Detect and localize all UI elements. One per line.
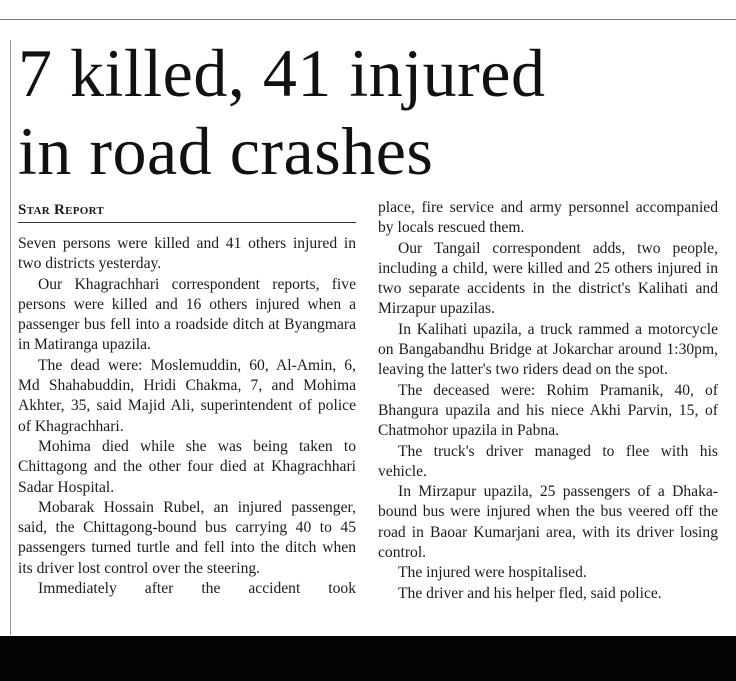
paragraph: The dead were: Moslemuddin, 60, Al-Amin, 6, Md Shahabuddin, Hridi Chakma, 7, and Mohima Akhter, 35, said Majid Ali, superintendent of police of Khagrachhari. xyxy=(18,356,356,435)
paragraph: In Kalihati upazila, a truck rammed a motorcycle on Bangabandhu Bridge at Jokarchar around 1:30pm, leaving the latter's two riders dead on the spot. xyxy=(378,320,718,379)
paragraph: The truck's driver managed to flee with his vehicle. xyxy=(378,442,718,480)
paragraph: The deceased were: Rohim Pramanik, 40, of Bhangura upazila and his niece Akhi Parvin, 15, of Chatmohor upazila in Pabna. xyxy=(378,381,718,440)
headline-line-1: 7 killed, 41 injured xyxy=(18,35,546,111)
top-rule xyxy=(0,19,736,20)
byline-rule xyxy=(18,222,356,223)
paragraph: Mobarak Hossain Rubel, an injured passenger, said, the Chittagong-bound bus carrying 40 to 45 passengers turned turtle and fell into the ditch when its driver lost control over the steering. xyxy=(18,498,356,577)
paragraph: The driver and his helper fled, said police. xyxy=(398,584,662,602)
column-rule xyxy=(10,40,11,635)
paragraph: Seven persons were killed and 41 others injured in two districts yesterday. xyxy=(18,235,356,273)
column-2 xyxy=(378,198,718,604)
bottom-band xyxy=(0,636,736,681)
paragraph: Immediately after the accident took xyxy=(38,580,356,598)
headline-line-2: in road crashes xyxy=(18,113,434,189)
paragraph: place, fire service and army personnel accompanied by locals rescued them. xyxy=(378,199,718,237)
headline xyxy=(18,34,730,190)
paragraph: Our Tangail correspondent adds, two people, including a child, were killed and 25 others injured in two separate accidents in the district's Kalihati and Mirzapur upazilas. xyxy=(378,239,718,318)
paragraph: The injured were hospitalised. xyxy=(398,564,587,582)
paragraph: Mohima died while she was being taken to Chittagong and the other four died at Khagrachhari Sadar Hospital. xyxy=(18,437,356,496)
paragraph: Our Khagrachhari correspondent reports, five persons were killed and 16 others injured when a passenger bus fell into a roadside ditch at Byangmara in Matiranga upazila. xyxy=(18,275,356,354)
byline: Star Report xyxy=(18,202,105,218)
column-1 xyxy=(18,234,356,599)
paragraph: In Mirzapur upazila, 25 passengers of a Dhaka-bound bus were injured when the bus veered off the road in Baoar Kumarjani area, with its driver losing control. xyxy=(378,483,718,562)
